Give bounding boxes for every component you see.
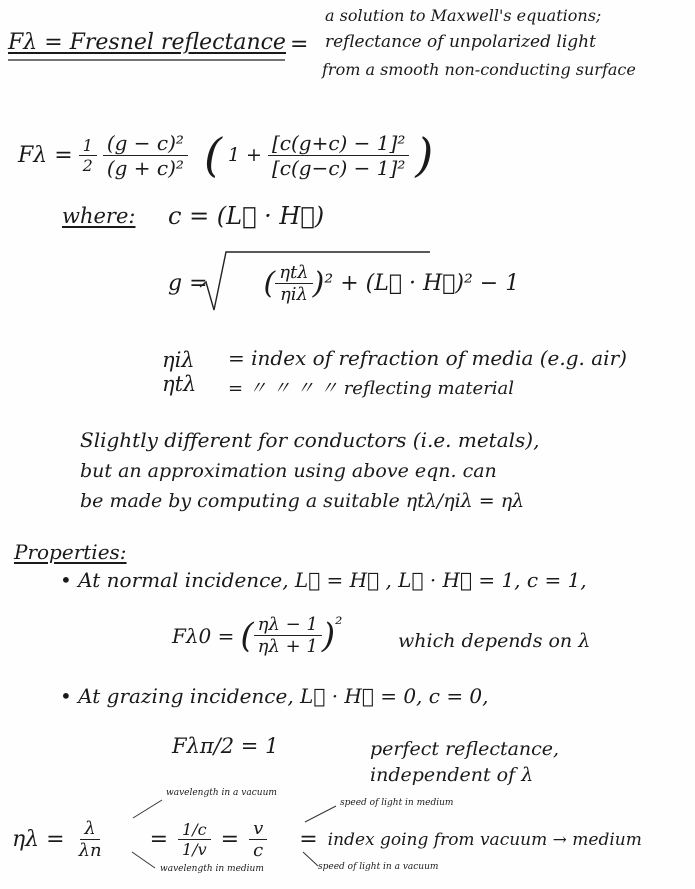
eq1: =: [149, 827, 169, 852]
arrow-wavelength-vacuum: [133, 800, 162, 818]
g-lhs: g =: [168, 271, 208, 296]
f0-note: which depends on λ: [398, 630, 591, 652]
f0-num: ηλ − 1: [254, 614, 322, 636]
frac-gc: [103, 131, 188, 180]
conductors-line-2: but an approximation using above eqn. can: [80, 460, 497, 482]
one-plus: 1 +: [227, 144, 262, 166]
g-eta-num: ηtλ: [275, 262, 312, 284]
lambda-frac: [75, 818, 106, 861]
eta-t-symbol: ηtλ: [162, 372, 197, 396]
g-rest: ² + (L⃗ · H⃗)² − 1: [324, 271, 520, 296]
f0-lhs: Fλ0 =: [172, 623, 235, 648]
header-desc-1: a solution to Maxwell's equations;: [325, 6, 602, 25]
where-label: where:: [62, 204, 136, 228]
frac-bracket: [268, 131, 409, 180]
frac-bracket-num: [c(g+c) − 1]²: [268, 131, 409, 156]
speed-recip-frac: [178, 820, 211, 859]
fpi-note-1: perfect reflectance,: [370, 738, 560, 760]
formula-lhs: Fλ =: [18, 142, 73, 168]
properties-heading: Properties:: [14, 540, 127, 564]
g-eta-den: ηiλ: [279, 284, 308, 305]
eq2: =: [220, 827, 240, 852]
c-definition: c = (L⃗ · H⃗): [168, 202, 325, 230]
paren-close: ): [415, 128, 434, 182]
g-eta-frac: [275, 262, 312, 305]
frac-half: [79, 136, 97, 175]
fpi-note-2: independent of λ: [370, 764, 534, 786]
f0-den: ηλ + 1: [257, 636, 318, 657]
title-fresnel: Fλ = Fresnel reflectance: [8, 30, 286, 55]
conductors-line-1: Slightly different for conductors (i.e. metals),: [80, 428, 540, 452]
paren-open: (: [203, 128, 222, 182]
eta-lambda-lhs: ηλ =: [12, 827, 65, 852]
eta-i-definition: = index of refraction of media (e.g. air): [228, 346, 627, 370]
eta-lambda-formula: [12, 818, 642, 861]
normal-incidence: • At normal incidence, L⃗ = H⃗ , L⃗ · H⃗ = 1, c = 1,: [60, 568, 587, 592]
speed-frac: [249, 818, 267, 861]
half-den: 2: [82, 155, 93, 175]
frac-gc-num: (g − c)²: [103, 131, 188, 156]
header-desc-3: from a smooth non-conducting surface: [322, 60, 636, 79]
ann-wavelength-vacuum: wavelength in a vacuum: [166, 788, 277, 798]
f0-exp: ²: [335, 614, 343, 635]
grazing-incidence: • At grazing incidence, L⃗ · H⃗ = 0, c = 0,: [60, 684, 489, 708]
eq3: =: [299, 827, 318, 852]
ann-speed-medium: speed of light in medium: [340, 798, 454, 808]
g-definition: g = ( $\frac{\text{ηtλ}}{\text{ηiλ}}$ ) ² + (L⃗ · H⃗)² − 1: [168, 262, 520, 305]
frac-gc-den: (g + c)²: [106, 155, 184, 180]
fresnel-formula: [18, 128, 433, 182]
lambda-num: λ: [80, 818, 99, 840]
speed-num: v: [249, 818, 267, 840]
header-desc-2: reflectance of unpolarized light: [325, 32, 596, 52]
speed-den: c: [253, 840, 264, 861]
speed-recip-num: 1/c: [178, 820, 211, 840]
f-lambda-pi2: Fλπ/2 = 1: [172, 734, 279, 758]
half-num: 1: [79, 136, 97, 156]
lambda-den: λn: [78, 840, 102, 861]
eta-t-definition: = 〃 〃 〃 〃 reflecting material: [228, 378, 515, 399]
eta-i-symbol: ηiλ: [162, 348, 195, 372]
header-equals: =: [290, 32, 309, 57]
conductors-line-3: be made by computing a suitable ηtλ/ηiλ = ηλ: [80, 490, 525, 512]
ann-wavelength-medium: wavelength in medium: [160, 864, 264, 874]
f0-frac: [254, 614, 322, 657]
f-lambda-0-formula: Fλ0 = ( $\frac{\eta\lambda - 1}{\eta\lambda + 1}$ ) ²: [172, 614, 343, 657]
frac-bracket-den: [c(g−c) − 1]²: [271, 155, 406, 180]
ann-speed-vacuum: speed of light in a vacuum: [318, 862, 439, 872]
speed-recip-den: 1/v: [182, 840, 207, 859]
index-description: index going from vacuum → medium: [327, 829, 642, 850]
